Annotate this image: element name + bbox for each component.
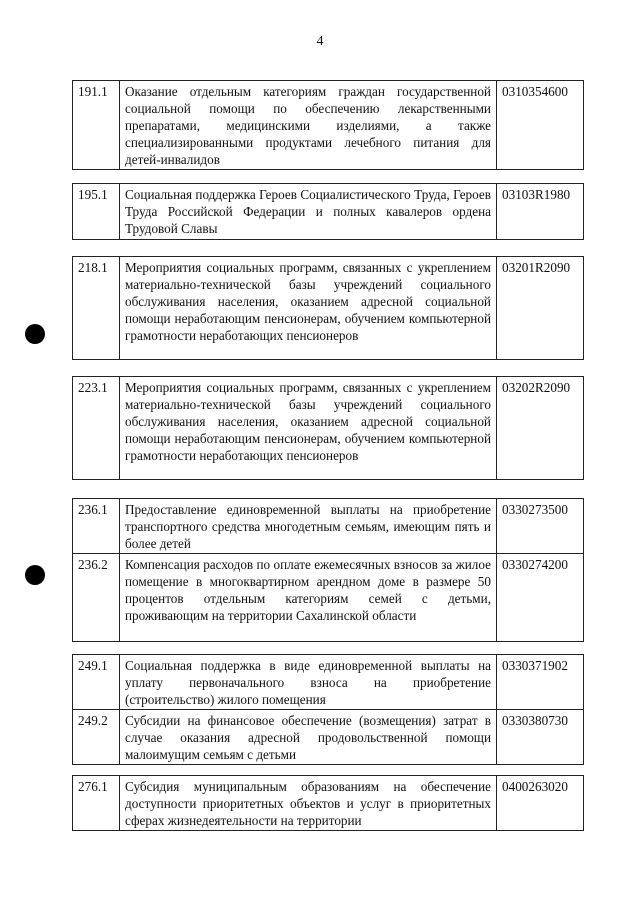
row-number: 276.1	[73, 776, 120, 831]
punch-hole-mark	[25, 324, 45, 344]
budget-table-block	[72, 256, 584, 360]
row-code: 0330371902	[497, 655, 584, 710]
row-description: Субсидия муниципальным образованиям на обеспечение доступности приоритетных объектов и услуг в приоритетных сферах жизнедеятельности на территории	[120, 776, 497, 831]
budget-table-block	[72, 80, 584, 170]
table-row	[73, 81, 584, 170]
row-number: 191.1	[73, 81, 120, 170]
table-row	[73, 184, 584, 240]
row-description: Оказание отдельным категориям граждан государственной социальной помощи по обеспечению лекарственными препаратами, медицинскими изделиями, а также специализированными продуктами лечебного питания для детей-инвалидов	[120, 81, 497, 170]
row-number: 249.1	[73, 655, 120, 710]
table-row	[73, 554, 584, 642]
row-code: 0310354600	[497, 81, 584, 170]
row-number: 195.1	[73, 184, 120, 240]
table-row	[73, 710, 584, 765]
row-number: 223.1	[73, 377, 120, 480]
table-row	[73, 655, 584, 710]
row-code: 03201R2090	[497, 257, 584, 360]
row-code: 0330380730	[497, 710, 584, 765]
row-code: 0330273500	[497, 499, 584, 554]
row-description: Социальная поддержка Героев Социалистического Труда, Героев Труда Российской Федерации и полных кавалеров ордена Трудовой Славы	[120, 184, 497, 240]
row-code: 0400263020	[497, 776, 584, 831]
row-description: Субсидии на финансовое обеспечение (возмещения) затрат в случае оказания адресной продовольственной помощи малоимущим семьям с детьми	[120, 710, 497, 765]
table-row	[73, 499, 584, 554]
row-number: 249.2	[73, 710, 120, 765]
row-code: 03103R1980	[497, 184, 584, 240]
row-code: 0330274200	[497, 554, 584, 642]
row-number: 236.2	[73, 554, 120, 642]
table-row	[73, 776, 584, 831]
budget-table-block	[72, 498, 584, 642]
budget-table-block	[72, 376, 584, 480]
row-number: 218.1	[73, 257, 120, 360]
page-number: 4	[316, 34, 324, 49]
budget-table-block	[72, 654, 584, 765]
budget-table-block	[72, 183, 584, 240]
budget-table-block	[72, 775, 584, 831]
row-description: Социальная поддержка в виде единовременной выплаты на уплату первоначального взноса на приобретение (строительство) жилого помещения	[120, 655, 497, 710]
row-description: Предоставление единовременной выплаты на приобретение транспортного средства многодетным семьям, имеющим пять и более детей	[120, 499, 497, 554]
row-number: 236.1	[73, 499, 120, 554]
punch-hole-mark	[25, 565, 45, 585]
table-row	[73, 257, 584, 360]
row-description: Компенсация расходов по оплате ежемесячных взносов за жилое помещение в многоквартирном арендном доме в размере 50 процентов отдельным категориям семей с детьми, проживающим на территории Сахалинской области	[120, 554, 497, 642]
row-code: 03202R2090	[497, 377, 584, 480]
row-description: Мероприятия социальных программ, связанных с укреплением материально-технической базы учреждений социального обслуживания населения, оказанием адресной социальной помощи неработающим пенсионерам, обучением компьютерной грамотности неработающих пенсионеров	[120, 257, 497, 360]
table-row	[73, 377, 584, 480]
row-description: Мероприятия социальных программ, связанных с укреплением материально-технической базы учреждений социального обслуживания населения, оказанием адресной социальной помощи неработающим пенсионерам, обучением компьютерной грамотности неработающих пенсионеров	[120, 377, 497, 480]
